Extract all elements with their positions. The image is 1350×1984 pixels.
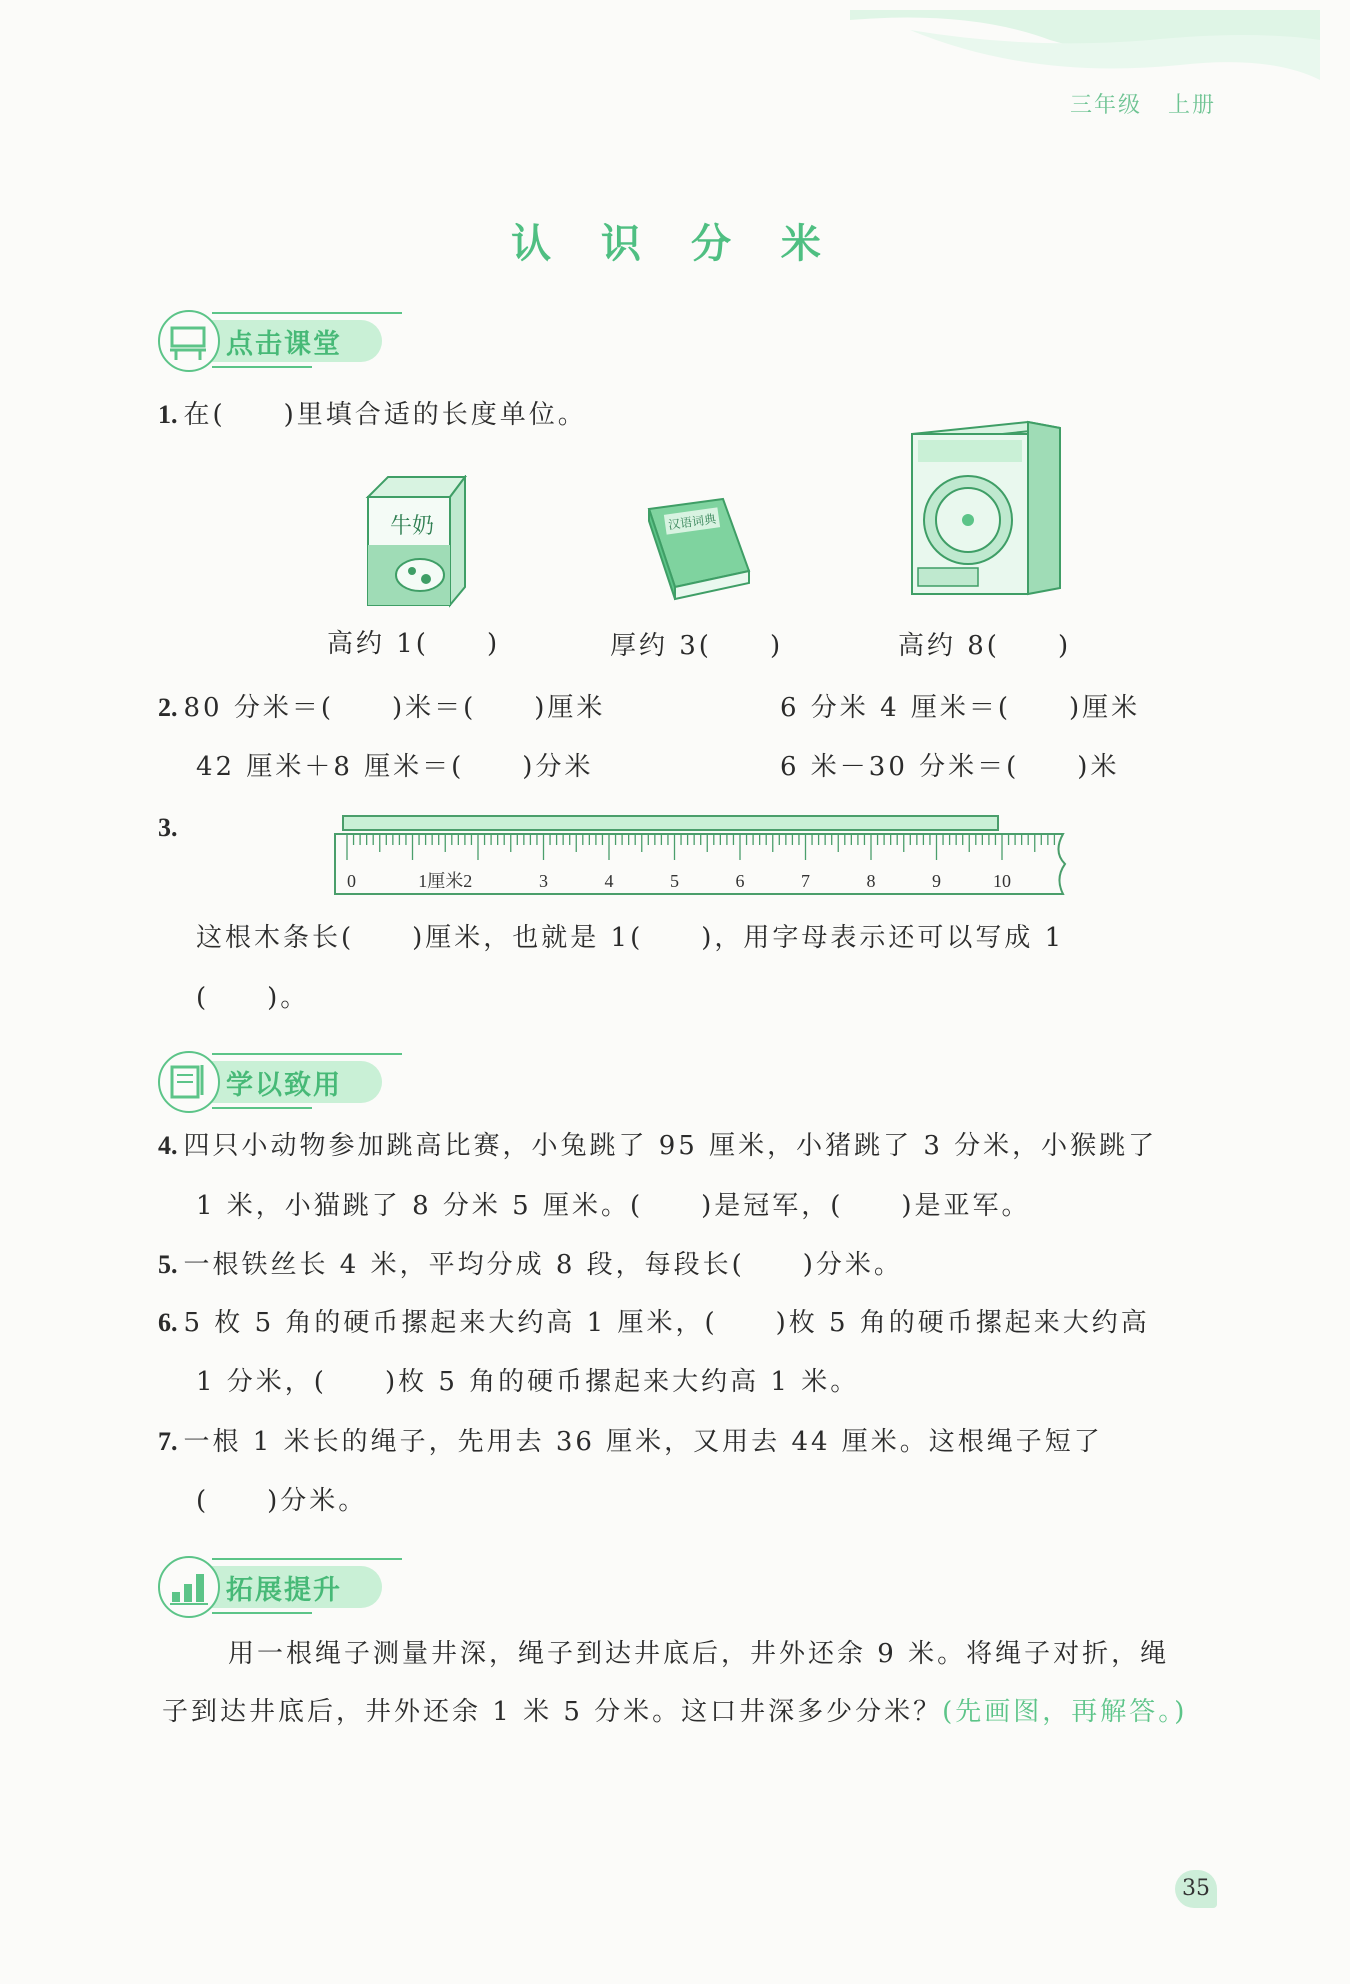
- section-header-apply: [152, 1043, 392, 1113]
- washing-machine-image: [910, 420, 1070, 600]
- header-wave-decoration: [850, 10, 1320, 100]
- question-4-line1: [158, 1126, 1157, 1166]
- question-number: 2.: [158, 693, 178, 722]
- ruler-label: 8: [866, 871, 876, 891]
- question-text: 四只小动物参加跳高比赛，小兔跳了 95 厘米，小猪跳了 3 分米，小猴跳了: [183, 1131, 1158, 1161]
- section-title: 学以致用: [226, 1070, 342, 1101]
- dictionary-book-image: [645, 495, 760, 605]
- question-3-line2: ( )。: [196, 983, 310, 1013]
- question-text: 在( )里填合适的长度单位。: [183, 400, 587, 430]
- question-number: 3.: [158, 813, 178, 842]
- ruler-label: 1厘米2: [418, 871, 473, 891]
- caption-washer: 高约 8( ): [898, 631, 1072, 661]
- milk-carton-image: [360, 475, 475, 610]
- question-7-line2: ( )分米。: [196, 1486, 368, 1516]
- question-2d: 6 米－30 分米＝( )米: [780, 752, 1120, 782]
- extension-text: 子到达井底后，井外还余 1 米 5 分米。这口井深多少分米？: [162, 1697, 943, 1727]
- book-pen-icon: [158, 1051, 220, 1113]
- grade-label: [1070, 88, 1216, 119]
- question-5: [158, 1245, 903, 1285]
- section-line: [212, 1558, 402, 1560]
- ruler-label: 9: [932, 871, 941, 891]
- ruler-label: 5: [670, 871, 679, 891]
- extension-line2: [162, 1692, 1187, 1732]
- section-line: [212, 1107, 312, 1109]
- section-line: [212, 366, 312, 368]
- page-number: 35: [1175, 1870, 1217, 1908]
- question-2b: 6 分米 4 厘米＝( )厘米: [780, 693, 1141, 723]
- section-header-classroom: [152, 302, 392, 372]
- extension-hint: (先画图，再解答。): [942, 1697, 1188, 1727]
- question-1: [158, 395, 587, 435]
- question-text: 一根 1 米长的绳子，先用去 36 厘米，又用去 44 厘米。这根绳子短了: [183, 1427, 1103, 1457]
- question-number: 7.: [158, 1427, 178, 1456]
- caption-book: 厚约 3( ): [610, 631, 784, 661]
- question-7-line1: [158, 1422, 1103, 1462]
- bar-growth-icon: [158, 1556, 220, 1618]
- question-3: [158, 808, 184, 848]
- section-header-extension: [152, 1548, 392, 1618]
- question-number: 1.: [158, 400, 178, 429]
- question-text: 5 枚 5 角的硬币摞起来大约高 1 厘米，( )枚 5 角的硬币摞起来大约高: [183, 1308, 1150, 1338]
- ruler-label: 0: [347, 871, 356, 891]
- question-2a: 80 分米＝( )米＝( )厘米: [183, 693, 606, 723]
- classroom-icon: [158, 310, 220, 372]
- question-text: 一根铁丝长 4 米，平均分成 8 段，每段长( )分米。: [183, 1250, 903, 1280]
- grade-text: 三年级: [1070, 93, 1143, 118]
- question-number: 4.: [158, 1131, 178, 1160]
- book-label: 汉语词典: [667, 511, 717, 533]
- section-title: 拓展提升: [226, 1575, 342, 1606]
- question-number: 6.: [158, 1308, 178, 1337]
- question-number: 5.: [158, 1250, 178, 1279]
- question-2-row1: [158, 688, 605, 728]
- ruler-label: 6: [735, 871, 745, 891]
- section-line: [212, 1612, 312, 1614]
- caption-milk: 高约 1( ): [327, 629, 501, 659]
- volume-text: 上册: [1168, 93, 1217, 118]
- page-title: 认 识 分 米: [511, 221, 839, 267]
- ruler-label: 10: [993, 871, 1011, 891]
- section-line: [212, 1053, 402, 1055]
- question-6-line1: [158, 1303, 1150, 1343]
- section-title: 点击课堂: [226, 329, 342, 360]
- ruler-image: [333, 812, 1073, 902]
- question-4-line2: 1 米，小猫跳了 8 分米 5 厘米。( )是冠军，( )是亚军。: [196, 1191, 1031, 1221]
- question-2c: 42 厘米＋8 厘米＝( )分米: [196, 752, 594, 782]
- ruler-label: 7: [801, 871, 810, 891]
- ruler-label: 3: [539, 871, 548, 891]
- question-3-line1: 这根木条长( )厘米，也就是 1( )，用字母表示还可以写成 1: [196, 923, 1065, 953]
- question-6-line2: 1 分米，( )枚 5 角的硬币摞起来大约高 1 米。: [196, 1367, 860, 1397]
- milk-label: 牛奶: [389, 514, 435, 539]
- extension-line1: 用一根绳子测量井深，绳子到达井底后，井外还余 9 米。将绳子对折，绳: [228, 1639, 1170, 1669]
- ruler-label: 4: [604, 871, 614, 891]
- section-line: [212, 312, 402, 314]
